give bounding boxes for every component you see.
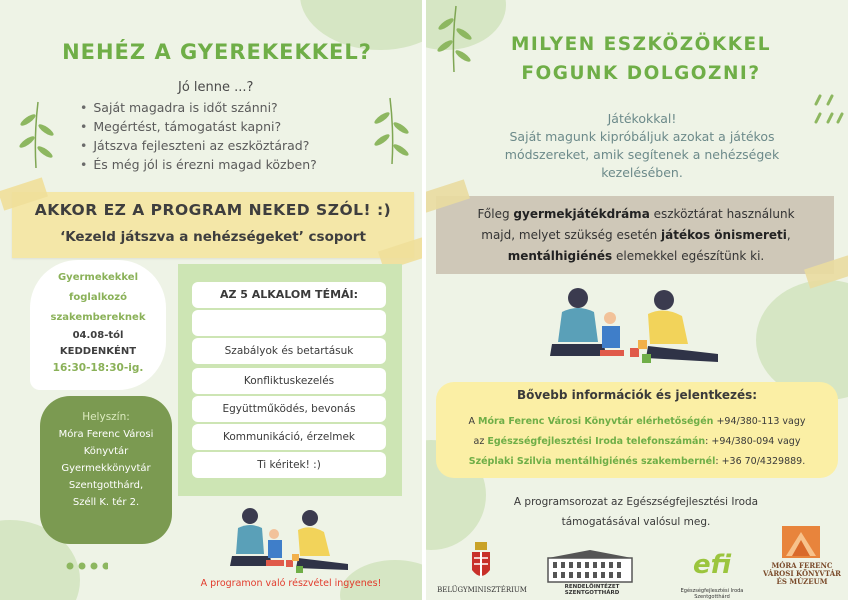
page-title: NEHÉZ A GYEREKEKKEL?: [62, 40, 372, 64]
location-heading: Helyszín:: [82, 411, 130, 423]
contact-line: [436, 456, 838, 467]
dots-icon: [64, 560, 108, 572]
intro-line: módszereket, amik segítenek a nehézségek: [504, 147, 780, 162]
library-logo-icon: [778, 524, 824, 560]
text-span: az: [473, 436, 488, 447]
contact-name: Egészségfejlesztési Iroda telefonszámán: [487, 436, 706, 447]
efi-logo: efi: [692, 550, 732, 580]
library-logo-text: [762, 562, 842, 586]
weekday: KEDDENKÉNT: [59, 346, 137, 357]
ministry-logo-text: BELÜGYMINISZTÉRIUM: [437, 586, 527, 594]
contact-name: Móra Ferenc Városi Könyvtár elérhetőségén: [477, 416, 714, 427]
method-text: [446, 204, 826, 267]
location-card: [40, 396, 172, 544]
banner-group-name: ‘Kezeld játszva a nehézségeket’ csoport: [60, 229, 366, 245]
info-heading: Bővebb információk és jelentkezés:: [516, 388, 758, 402]
topics-heading: AZ 5 ALKALOM TÉMÁI:: [192, 282, 386, 308]
intro-line: Saját magunk kipróbáljuk azokat a játékos: [509, 129, 775, 144]
phone-number: : +94/380-094 vagy: [705, 436, 801, 447]
list-item: • Játszva fejleszteni az eszköztárad?: [80, 136, 317, 155]
tools-intro: [462, 110, 822, 182]
support-line: támogatásával valósul meg.: [561, 516, 711, 528]
clinic-building-icon: [544, 548, 636, 584]
topic-item: Szabályok és betartásuk: [192, 338, 386, 364]
family-illustration: [546, 284, 726, 366]
contact-line: [436, 416, 838, 427]
location-line: Szentgotthárd,: [68, 480, 144, 491]
text-span: ,: [786, 228, 791, 242]
leaf-icon: [370, 96, 414, 166]
contact-name: Széplaki Szilvia mentálhigiénés szakembernél: [468, 456, 716, 467]
support-line: A programsorozat az Egészségfejlesztési Iroda: [513, 496, 759, 508]
phone-number: : +36 70/4329889.: [715, 456, 806, 467]
leaf-icon: [432, 4, 476, 74]
topic-item: Kommunikáció, érzelmek: [192, 424, 386, 450]
subtitle: Jó lenne ...?: [178, 80, 254, 95]
library-logo-line: VÁROSI KÖNYVTÁR: [763, 569, 841, 578]
list-item: • Megértést, támogatást kapni?: [80, 117, 317, 136]
title-line: FOGUNK DOLGOZNI?: [521, 63, 761, 84]
contact-line: [436, 436, 838, 447]
text-span: elemekkel egészítünk ki.: [612, 249, 765, 263]
coat-of-arms-icon: [470, 540, 492, 584]
time-range: 16:30-18:30-ig.: [52, 362, 144, 374]
location-line: Gyermekkönyvtár: [61, 463, 151, 474]
intro-line: Játékokkal!: [607, 111, 677, 126]
right-panel: [426, 0, 848, 600]
text-emphasis: mentálhigiénés: [507, 249, 613, 263]
location-line: Könyvtár: [83, 446, 129, 457]
title-line: MILYEN ESZKÖZÖKKEL: [510, 34, 771, 55]
text-span: majd, melyet szükség esetén: [481, 228, 661, 242]
text-emphasis: gyermekjátékdráma: [513, 207, 650, 221]
page-title-right: [486, 30, 796, 88]
audience-line: Gyermekekkel: [57, 272, 139, 283]
intro-line: kezelésében.: [601, 165, 683, 180]
method-line: [446, 246, 826, 267]
start-date: 04.08-tól: [72, 330, 124, 341]
list-item: • Saját magadra is időt szánni?: [80, 98, 317, 117]
text-span: Főleg: [477, 207, 514, 221]
text-emphasis: játékos önismereti: [661, 228, 787, 242]
topic-item: Konfliktuskezelés: [192, 368, 386, 394]
method-line: [446, 204, 826, 225]
support-note: [466, 492, 806, 532]
clinic-logo-text: RENDELŐINTÉZET SZENTGOTTHÁRD: [564, 584, 620, 596]
family-illustration: [226, 504, 356, 576]
topic-item: [192, 310, 386, 336]
left-panel: [0, 0, 422, 600]
text-span: eszköztárat használunk: [649, 207, 795, 221]
audience-card: [30, 260, 166, 390]
leaf-icon: [14, 100, 58, 170]
topic-item: Ti kéritek! :): [192, 452, 386, 478]
topic-item: Együttműködés, bevonás: [192, 396, 386, 422]
audience-line: szakembereknek: [50, 312, 146, 323]
banner-headline: AKKOR EZ A PROGRAM NEKED SZÓL! :): [34, 201, 392, 219]
free-participation-note: A programon való részvétel ingyenes!: [200, 578, 382, 589]
method-line: [446, 225, 826, 246]
efi-logo-caption: Egészségfejlesztési Iroda Szentgotthárd: [680, 588, 744, 600]
text-span: A: [468, 416, 478, 427]
audience-line: foglalkozó: [69, 292, 127, 303]
topics-panel: [178, 264, 402, 496]
question-list: [80, 98, 317, 174]
phone-number: +94/380-113 vagy: [713, 416, 806, 427]
location-line: Széll K. tér 2.: [72, 497, 140, 508]
library-logo-line: MÓRA FERENC: [771, 561, 833, 570]
location-line: Móra Ferenc Városi: [58, 429, 154, 440]
library-logo-line: ÉS MÚZEUM: [776, 577, 828, 586]
list-item: • És még jól is érezni magad közben?: [80, 155, 317, 174]
